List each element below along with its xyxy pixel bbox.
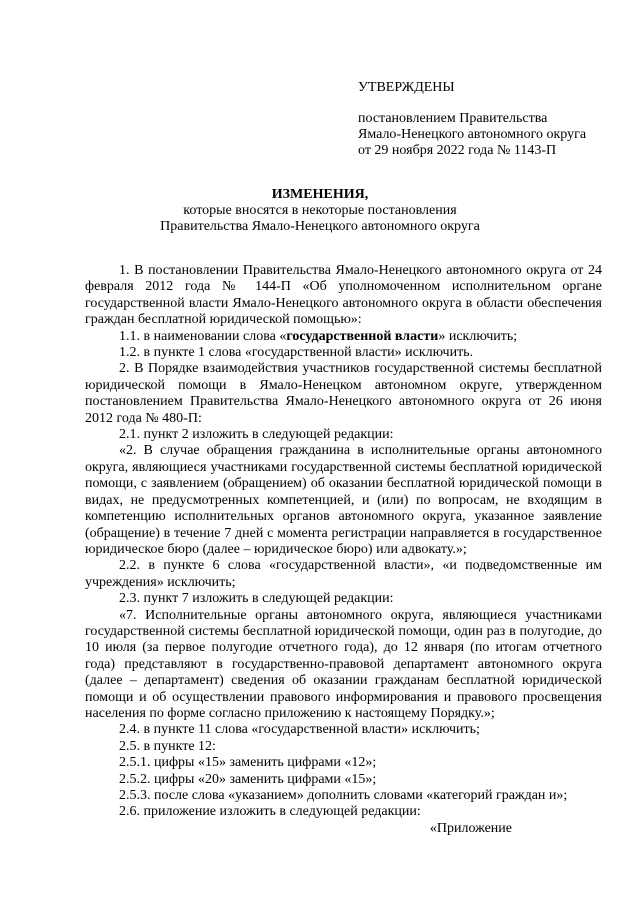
approval-line-3: от 29 ноября 2022 года № 1143-П bbox=[358, 143, 557, 158]
paragraph-1-1-emphasis: государственной власти bbox=[286, 328, 439, 344]
approval-line-2: Ямало-Ненецкого автономного округа bbox=[358, 127, 587, 142]
paragraph-1-1-suffix: » исключить; bbox=[438, 328, 518, 344]
paragraph-1-2: 1.2. в пункте 1 слова «государственной власти» исключить. bbox=[119, 345, 474, 361]
paragraph-2-5-3: 2.5.3. после слова «указанием» дополнить словами «категорий граждан и»; bbox=[119, 788, 568, 803]
paragraph-1-1 bbox=[85, 329, 602, 345]
paragraph-2-5-1: 2.5.1. цифры «15» заменить цифрами «12»; bbox=[119, 755, 377, 771]
approval-line-1: постановлением Правительства bbox=[358, 111, 548, 126]
paragraph-2-1-quote: «2. В случае обращения гражданина в исполнительные органы автономного округа, являющиеся участниками государственной системы бесплатной юридической помощи, с заявлением (обращением) об оказании бесплатной юридической помощи в видах, не предусмотренных компетенцией, и (или) по вопросам, не входящим в компетенцию исполнительных органов автономного округа, указанное заявление (обращение) в течение 7 дней с момента регистрации направляется в государственное юридическое бюро (далее – юридическое бюро) или адвокату.»; bbox=[85, 443, 602, 557]
paragraph-2-3: 2.3. пункт 7 изложить в следующей редакции: bbox=[119, 591, 394, 607]
paragraph-2-2: 2.2. в пункте 6 слова «государственной власти», «и подведомственные им учреждения» исключить; bbox=[85, 558, 602, 590]
approval-heading: УТВЕРЖДЕНЫ bbox=[358, 80, 455, 95]
paragraph-2-1: 2.1. пункт 2 изложить в следующей редакции: bbox=[119, 427, 394, 443]
paragraph-1-1-prefix: 1.1. в наименовании слова « bbox=[119, 328, 287, 344]
document-body bbox=[85, 263, 602, 837]
document-subtitle-2: Правительства Ямало-Ненецкого автономного округа bbox=[160, 219, 480, 234]
paragraph-2-5-2: 2.5.2. цифры «20» заменить цифрами «15»; bbox=[119, 771, 377, 787]
paragraph-1: 1. В постановлении Правительства Ямало-Ненецкого автономного округа от 24 февраля 2012 года № 144-П «Об уполномоченном исполнительном органе государственной власти Ямало-Ненецкого автономного округа в области обеспечения граждан бесплатной юридической помощью»: bbox=[85, 263, 602, 328]
paragraph-2: 2. В Порядке взаимодействия участников государственной системы бесплатной юридической помощи в Ямало-Ненецком автономном округе, утвержденном постановлением Правительства Ямало-Ненецкого автономного округа от 26 июня 2012 года № 480-П: bbox=[85, 361, 602, 426]
appendix-heading: «Приложение bbox=[429, 820, 512, 836]
document-subtitle-1: которые вносятся в некоторые постановления bbox=[183, 203, 457, 218]
paragraph-2-6: 2.6. приложение изложить в следующей редакции: bbox=[119, 804, 421, 820]
paragraph-2-3-quote: «7. Исполнительные органы автономного округа, являющиеся участниками государственной системы бесплатной юридической помощи, один раз в полугодие, до 10 июля (за первое полугодие отчетного года), до 12 января (по итогам отчетного года) представляют в государственно-правовой департамент автономного округа (далее – департамент) сведения об оказании гражданам бесплатной юридической помощи и об осуществлении правового информирования и правового просвещения населения по форме согласно приложению к настоящему Порядку.»; bbox=[85, 607, 602, 721]
document-title: ИЗМЕНЕНИЯ, bbox=[271, 187, 369, 202]
paragraph-2-5: 2.5. в пункте 12: bbox=[119, 738, 216, 754]
paragraph-2-4: 2.4. в пункте 11 слова «государственной власти» исключить; bbox=[119, 722, 480, 738]
